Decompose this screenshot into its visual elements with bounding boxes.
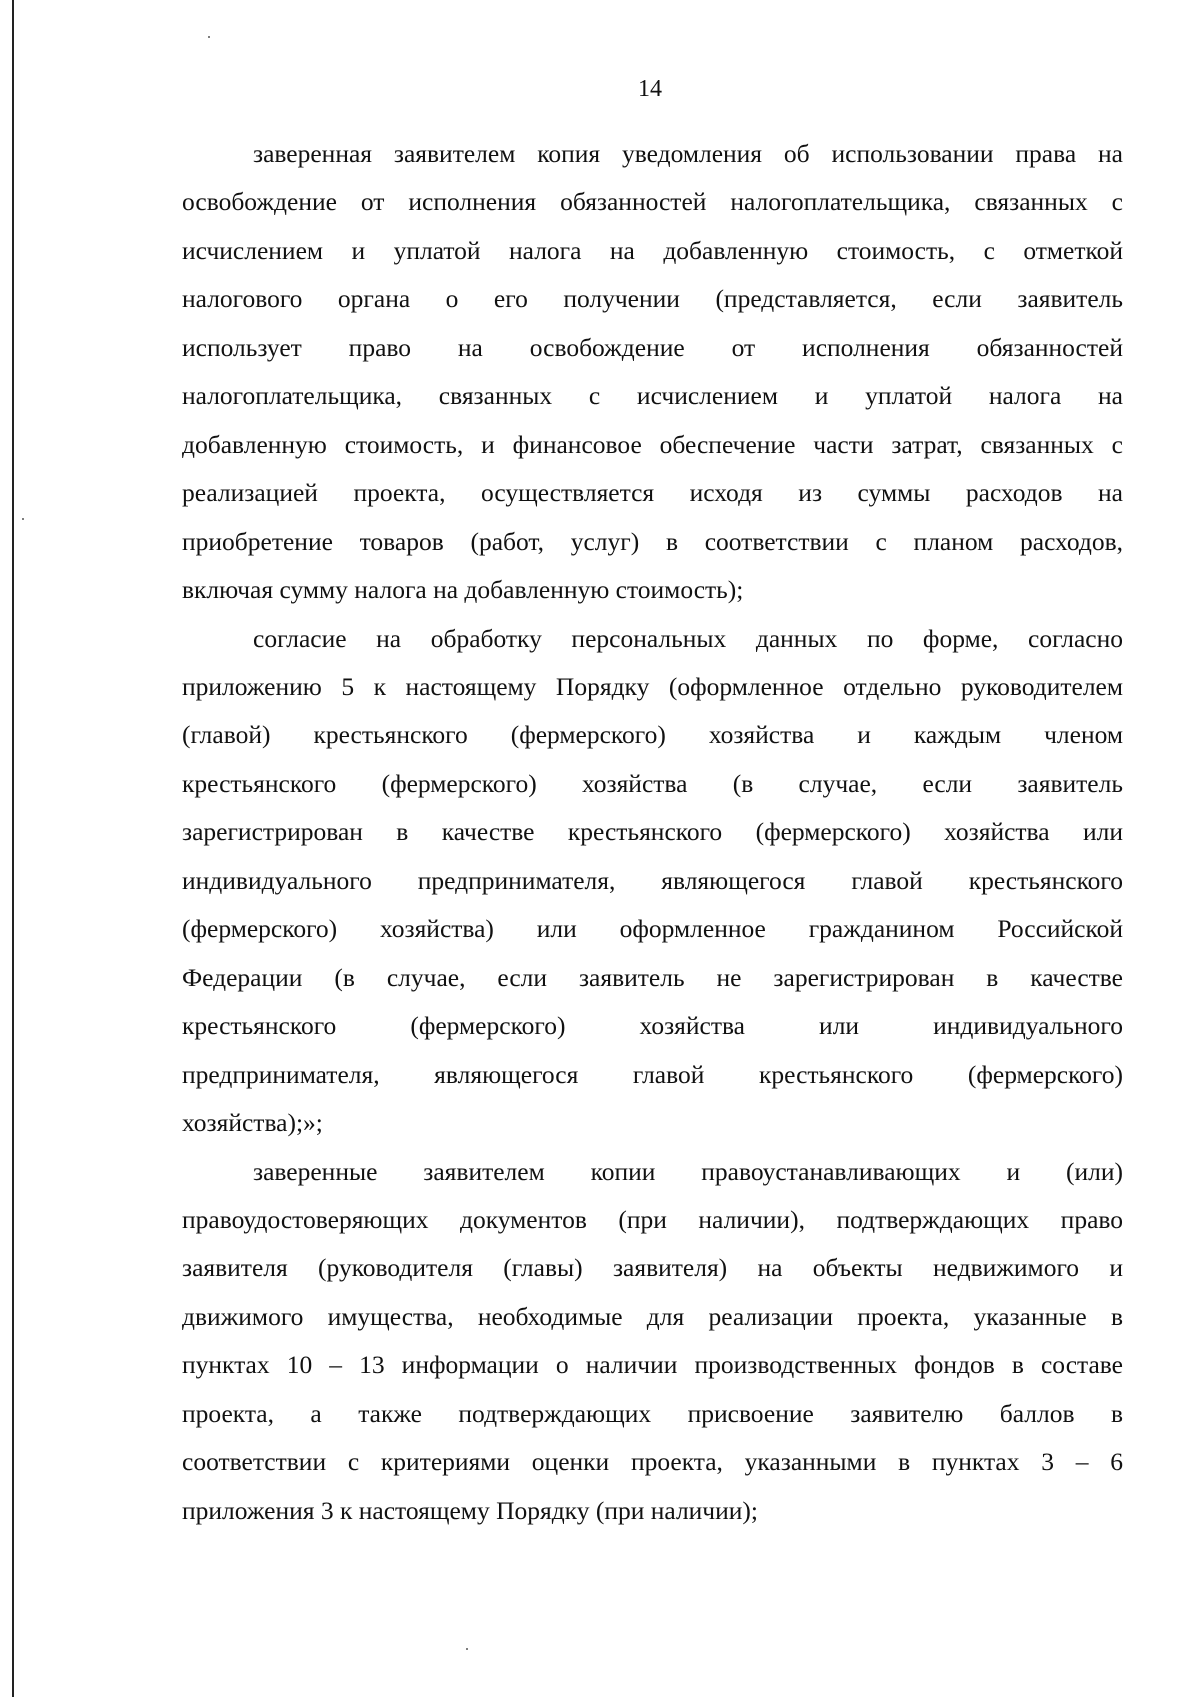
text-line: налогового органа о его получении (представляется, если заявитель — [182, 284, 1123, 314]
text-line: крестьянского (фермерского) хозяйства или индивидуального — [182, 1011, 1123, 1041]
text-line: приложению 5 к настоящему Порядку (оформленное отдельно руководителем — [182, 671, 1123, 701]
text-line: зарегистрирован в качестве крестьянского (фермерского) хозяйства или — [182, 817, 1123, 847]
text-line: движимого имущества, необходимые для реализации проекта, указанные в — [182, 1301, 1123, 1331]
text-line: правоудостоверяющих документов (при наличии), подтверждающих право — [182, 1204, 1123, 1234]
text-line: (фермерского) хозяйства) или оформленное гражданином Российской — [182, 914, 1123, 944]
text-line: (главой) крестьянского (фермерского) хозяйства и каждым членом — [182, 720, 1123, 750]
scan-speck — [208, 36, 210, 38]
text-line: использует право на освобождение от исполнения обязанностей — [182, 332, 1123, 362]
text-line: приобретение товаров (работ, услуг) в соответствии с планом расходов, — [182, 526, 1123, 556]
text-line: исчислением и уплатой налога на добавленную стоимость, с отметкой — [182, 235, 1123, 265]
text-line: крестьянского (фермерского) хозяйства (в случае, если заявитель — [182, 768, 1123, 798]
text-line: заявителя (руководителя (главы) заявителя) на объекты недвижимого и — [182, 1253, 1123, 1283]
text-line: налогоплательщика, связанных с исчислением и уплатой налога на — [182, 381, 1123, 411]
text-line: согласие на обработку персональных данных по форме, согласно — [253, 623, 1123, 653]
page-number: 14 — [638, 76, 662, 102]
text-line: пунктах 10 – 13 информации о наличии производственных фондов в составе — [182, 1350, 1123, 1380]
scan-speck — [22, 518, 24, 520]
text-line: включая сумму налога на добавленную стоимость); — [182, 575, 744, 605]
text-line: проекта, а также подтверждающих присвоение заявителю баллов в — [182, 1398, 1123, 1428]
text-line: заверенные заявителем копии правоустанавливающих и (или) — [253, 1156, 1123, 1186]
text-line: хозяйства);»; — [182, 1108, 323, 1138]
paragraph-title-documents — [182, 1148, 1123, 1536]
text-line: индивидуального предпринимателя, являющегося главой крестьянского — [182, 865, 1123, 895]
text-line: заверенная заявителем копия уведомления об использовании права на — [253, 139, 1123, 168]
scan-margin-line — [12, 0, 14, 1697]
document-body — [182, 130, 1123, 1535]
paragraph-personal-data-consent — [182, 615, 1123, 1148]
text-line: предпринимателя, являющегося главой крестьянского (фермерского) — [182, 1059, 1123, 1089]
text-line: Федерации (в случае, если заявитель не зарегистрирован в качестве — [182, 962, 1123, 992]
text-line: добавленную стоимость, и финансовое обеспечение части затрат, связанных с — [182, 429, 1123, 459]
text-line: реализацией проекта, осуществляется исходя из суммы расходов на — [182, 478, 1123, 508]
paragraph-notice-copy — [182, 130, 1123, 615]
text-line: соответствии с критериями оценки проекта, указанными в пунктах 3 – 6 — [182, 1447, 1123, 1477]
text-line: освобождение от исполнения обязанностей налогоплательщика, связанных с — [182, 187, 1123, 217]
scan-speck — [466, 1648, 468, 1650]
text-line: приложения 3 к настоящему Порядку (при наличии); — [182, 1495, 759, 1525]
